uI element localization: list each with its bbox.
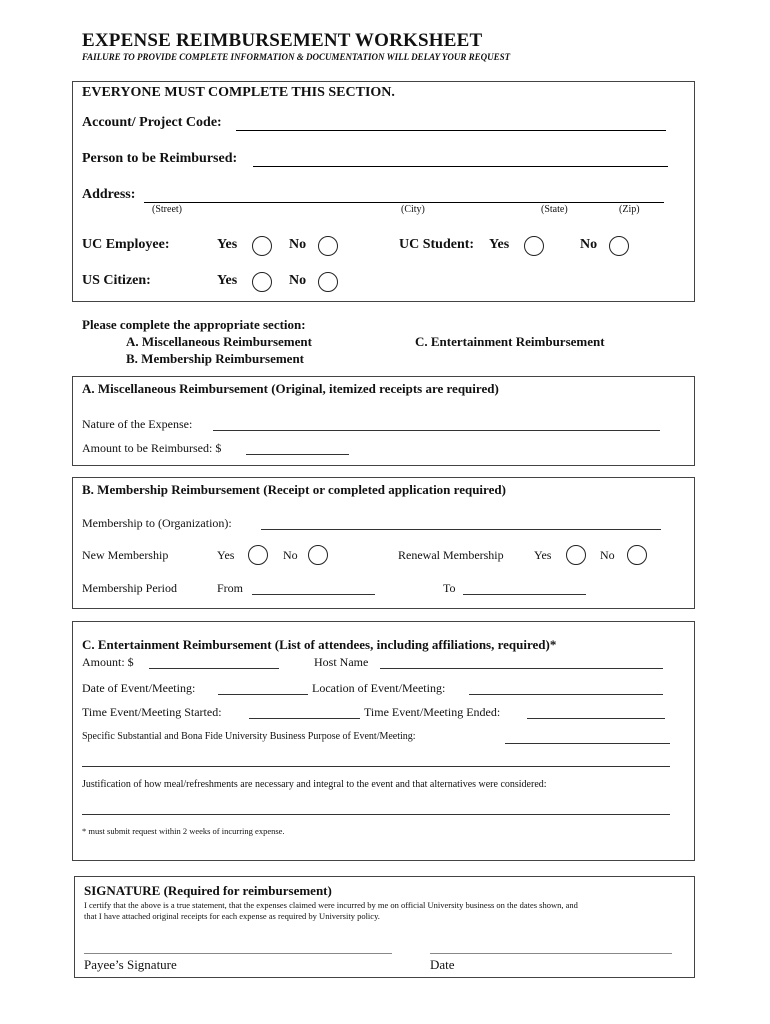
uc-student-no-radio[interactable]	[609, 236, 629, 256]
payee-signature-line[interactable]	[84, 953, 392, 954]
nature-label: Nature of the Expense:	[82, 417, 193, 431]
to-label: To	[443, 581, 456, 595]
new-membership-yes-label: Yes	[217, 548, 235, 562]
justification-field[interactable]	[82, 814, 670, 815]
signature-heading: SIGNATURE (Required for reimbursement)	[84, 883, 332, 898]
to-field[interactable]	[463, 594, 586, 595]
event-date-field[interactable]	[218, 694, 308, 695]
address-field[interactable]	[144, 202, 664, 203]
section-c-heading: C. Entertainment Reimbursement (List of attendees, including affiliations, required)*	[82, 637, 557, 652]
from-field[interactable]	[252, 594, 375, 595]
uc-student-label: UC Student:	[399, 237, 475, 252]
event-date-label: Date of Event/Meeting:	[82, 681, 196, 695]
amount-field[interactable]	[246, 454, 349, 455]
certify-statement-line1: I certify that the above is a true statement, that the expenses claimed were incurred by me on official University business on the dates shown, and	[84, 900, 578, 910]
new-membership-no-label: No	[283, 548, 298, 562]
us-citizen-yes-radio[interactable]	[252, 272, 272, 292]
section-a-heading: A. Miscellaneous Reimbursement (Original, itemized receipts are required)	[82, 381, 499, 396]
justification-label: Justification of how meal/refreshments are necessary and integral to the event and that alternatives were considered:	[82, 779, 547, 790]
time-end-label: Time Event/Meeting Ended:	[364, 705, 501, 719]
state-caption: (State)	[541, 204, 568, 215]
uc-employee-yes-label: Yes	[217, 237, 238, 252]
renewal-membership-label: Renewal Membership	[398, 548, 504, 562]
us-citizen-label: US Citizen:	[82, 273, 151, 288]
certify-statement-line2: that I have attached original receipts for each expense as required by University policy.	[84, 911, 380, 921]
zip-caption: (Zip)	[619, 204, 640, 215]
host-label: Host Name	[314, 655, 369, 669]
section-b-heading: B. Membership Reimbursement (Receipt or completed application required)	[82, 482, 506, 497]
new-membership-yes-radio[interactable]	[248, 545, 268, 565]
time-start-label: Time Event/Meeting Started:	[82, 705, 222, 719]
account-label: Account/ Project Code:	[82, 115, 222, 130]
street-caption: (Street)	[152, 204, 182, 215]
footnote: * must submit request within 2 weeks of incurring expense.	[82, 826, 285, 836]
renewal-membership-yes-label: Yes	[534, 548, 552, 562]
instructions-option-b: B. Membership Reimbursement	[126, 351, 305, 366]
uc-employee-no-radio[interactable]	[318, 236, 338, 256]
uc-student-yes-label: Yes	[489, 237, 510, 252]
time-start-field[interactable]	[249, 718, 360, 719]
account-field[interactable]	[236, 130, 666, 131]
c-amount-field[interactable]	[149, 668, 279, 669]
instructions-option-a: A. Miscellaneous Reimbursement	[126, 334, 312, 349]
us-citizen-no-radio[interactable]	[318, 272, 338, 292]
uc-employee-yes-radio[interactable]	[252, 236, 272, 256]
location-label: Location of Event/Meeting:	[312, 681, 446, 695]
form-title: EXPENSE REIMBURSEMENT WORKSHEET	[82, 30, 483, 51]
signature-date-label: Date	[430, 957, 455, 972]
instructions-option-c: C. Entertainment Reimbursement	[415, 334, 605, 349]
period-label: Membership Period	[82, 581, 177, 595]
org-field[interactable]	[261, 529, 661, 530]
uc-employee-label: UC Employee:	[82, 237, 170, 252]
host-field[interactable]	[380, 668, 663, 669]
payee-signature-label: Payee’s Signature	[84, 957, 177, 972]
uc-employee-no-label: No	[289, 237, 307, 252]
instructions-heading: Please complete the appropriate section:	[82, 317, 306, 332]
new-membership-label: New Membership	[82, 548, 169, 562]
renewal-membership-no-radio[interactable]	[627, 545, 647, 565]
from-label: From	[217, 581, 244, 595]
org-label: Membership to (Organization):	[82, 516, 232, 530]
new-membership-no-radio[interactable]	[308, 545, 328, 565]
us-citizen-no-label: No	[289, 273, 307, 288]
person-field[interactable]	[253, 166, 668, 167]
purpose-field-1[interactable]	[505, 743, 670, 744]
everyone-heading: EVERYONE MUST COMPLETE THIS SECTION.	[82, 85, 395, 100]
c-amount-label: Amount: $	[82, 655, 134, 669]
renewal-membership-no-label: No	[600, 548, 615, 562]
city-caption: (City)	[401, 204, 425, 215]
purpose-label: Specific Substantial and Bona Fide University Business Purpose of Event/Meeting:	[82, 731, 416, 742]
purpose-field-2[interactable]	[82, 766, 670, 767]
form-subtitle: FAILURE TO PROVIDE COMPLETE INFORMATION & DOCUMENTATION WILL DELAY YOUR REQUEST	[82, 52, 511, 62]
address-label: Address:	[82, 187, 136, 202]
uc-student-no-label: No	[580, 237, 598, 252]
us-citizen-yes-label: Yes	[217, 273, 238, 288]
amount-label: Amount to be Reimbursed: $	[82, 441, 222, 455]
person-label: Person to be Reimbursed:	[82, 151, 238, 166]
nature-field[interactable]	[213, 430, 660, 431]
location-field[interactable]	[469, 694, 663, 695]
uc-student-yes-radio[interactable]	[524, 236, 544, 256]
time-end-field[interactable]	[527, 718, 665, 719]
date-signature-line[interactable]	[430, 953, 672, 954]
renewal-membership-yes-radio[interactable]	[566, 545, 586, 565]
